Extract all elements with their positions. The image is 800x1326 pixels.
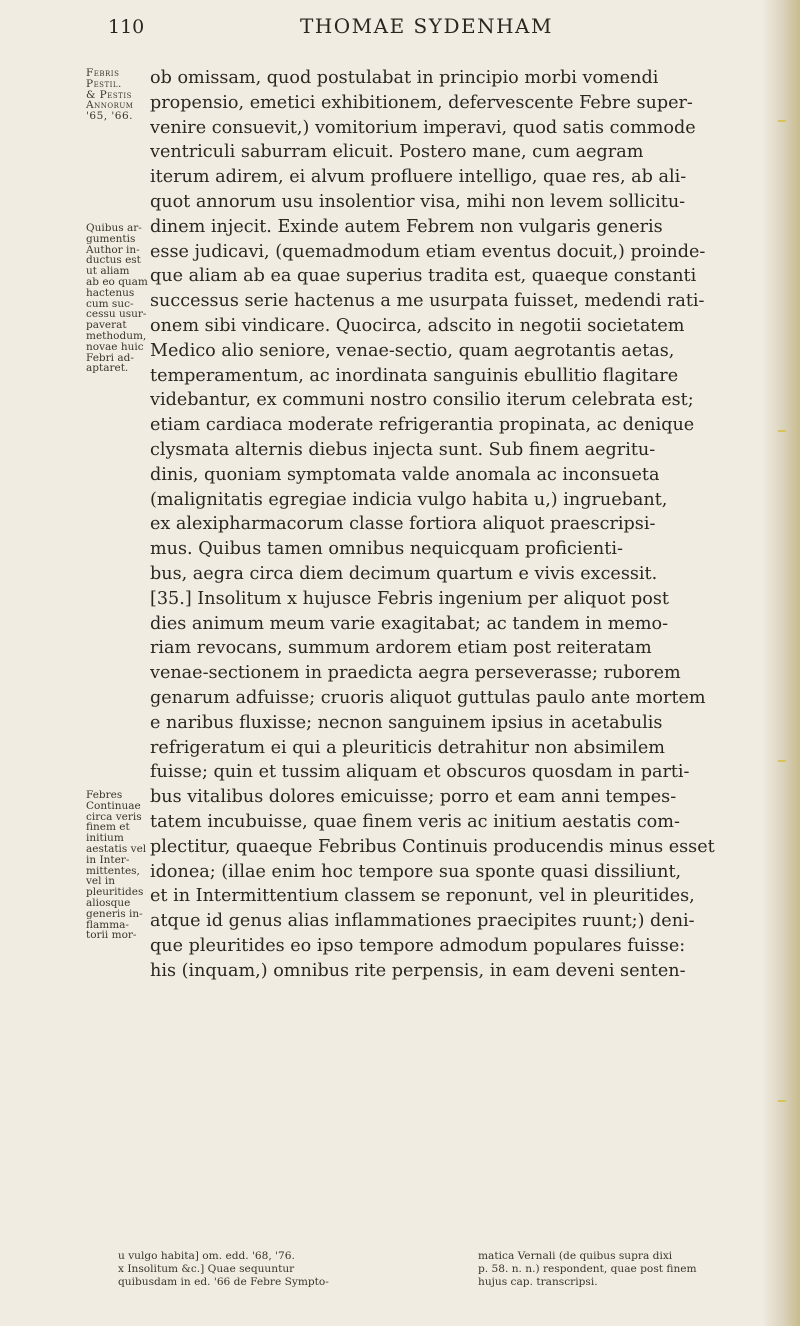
text-line: propensio, emetici exhibitionem, defervescente Febre super- <box>150 92 693 113</box>
margin-note-line: cessu usur- <box>86 308 147 321</box>
text-line: e naribus fluxisse; necnon sanguinem ipsius in acetabulis <box>150 712 663 733</box>
text-line: ex alexipharmacorum classe fortiora aliquot praescripsi- <box>150 514 656 535</box>
text-line: esse judicavi, (quemadmodum etiam eventus docuit,) proinde- <box>150 241 706 262</box>
text-line: iterum adirem, ei alvum profluere intelligo, quae res, ab ali- <box>150 167 687 188</box>
text-line: temperamentum, ac inordinata sanguinis ebullitio flagitare <box>150 365 679 386</box>
margin-note-febris-pestil <box>86 68 154 122</box>
margin-note-line: Author in- <box>86 243 140 256</box>
margin-note-line: initium <box>86 832 124 845</box>
margin-note-line: & Pestis <box>86 88 132 101</box>
margin-note-line: Pestil. <box>86 77 122 90</box>
margin-note-line: Continuae <box>86 799 141 812</box>
page-edge-mark <box>778 120 786 122</box>
footnote-line: x Insolitum &c.] Quae sequuntur <box>118 1263 295 1275</box>
margin-note-line: cum suc- <box>86 297 134 310</box>
footnote-line: quibusdam in ed. '66 de Febre Sympto- <box>118 1276 329 1288</box>
text-line: refrigeratum ei qui a pleuriticis detrahitur non absimilem <box>150 737 665 758</box>
page-edge-mark <box>778 760 786 762</box>
text-line: mus. Quibus tamen omnibus nequicquam proficienti- <box>150 539 623 560</box>
margin-note-line: Quibus ar- <box>86 222 142 234</box>
text-line: (malignitatis egregiae indicia vulgo habita u,) ingruebant, <box>150 489 668 510</box>
margin-notes <box>86 0 152 1326</box>
margin-note-line: generis in- <box>86 907 143 920</box>
margin-note-line: ut aliam <box>86 265 130 278</box>
margin-note-line: Febres <box>86 789 123 801</box>
text-line: quot annorum usu insolentior visa, mihi non levem sollicitu- <box>150 191 686 212</box>
text-line: et in Intermittentium classem se reponunt, vel in pleuritides, <box>150 886 695 907</box>
footnote-line: hujus cap. transcripsi. <box>478 1276 598 1288</box>
margin-note-line: vel in <box>86 875 115 888</box>
margin-note-line: mittentes, <box>86 864 140 877</box>
text-line: bus vitalibus dolores emicuisse; porro et eam anni tempes- <box>150 787 677 808</box>
footnote-line: u vulgo habita] om. edd. '68, '76. <box>118 1250 295 1262</box>
text-line: videbantur, ex communi nostro consilio iterum celebrata est; <box>150 390 694 411</box>
margin-note-line: aestatis vel <box>86 842 147 855</box>
text-line: clysmata alternis diebus injecta sunt. Sub finem aegritu- <box>150 439 656 460</box>
running-head: THOMAE SYDENHAM <box>300 14 553 38</box>
margin-note-line: aliosque <box>86 896 131 909</box>
text-line: que aliam ab ea quae superius tradita est, quaeque constanti <box>150 266 697 287</box>
text-line: que pleuritides eo ipso tempore admodum populares fuisse: <box>150 935 686 956</box>
footnotes-right-column <box>478 1250 768 1289</box>
margin-note-line: ab eo quam <box>86 275 148 288</box>
footnote-line: matica Vernali (de quibus supra dixi <box>478 1250 673 1262</box>
margin-note-line: Febri ad- <box>86 351 134 364</box>
margin-note-line: finem et <box>86 821 130 834</box>
margin-note-line: '65, '66. <box>86 110 134 123</box>
text-line: tatem incubuisse, quae finem veris ac initium aestatis com- <box>150 811 680 832</box>
text-line: venae-sectionem in praedicta aegra perseverasse; ruborem <box>150 663 681 684</box>
margin-note-quibus-argumentis <box>86 223 154 374</box>
text-line: dies animum meum varie exagitabat; ac tandem in memo- <box>150 613 669 634</box>
text-line: successus serie hactenus a me usurpata fuisset, medendi rati- <box>150 291 705 312</box>
text-line: dinem injecit. Exinde autem Febrem non vulgaris generis <box>150 216 663 237</box>
margin-note-febres-continuae <box>86 790 154 941</box>
margin-note-line: in Inter- <box>86 853 130 866</box>
text-line: dinis, quoniam symptomata valde anomala ac inconsueta <box>150 464 660 485</box>
margin-note-line: circa veris <box>86 810 142 823</box>
text-line: [35.] Insolitum x hujusce Febris ingenium per aliquot post <box>150 588 669 609</box>
margin-note-line: Annorum <box>86 99 134 112</box>
text-line: his (inquam,) omnibus rite perpensis, in eam deveni senten- <box>150 960 686 981</box>
margin-note-line: flamma- <box>86 918 129 931</box>
footnote-line: p. 58. n. n.) respondent, quae post finem <box>478 1263 697 1275</box>
text-line: fuisse; quin et tussim aliquam et obscuros quosdam in parti- <box>150 762 690 783</box>
margin-note-line: novae huic <box>86 340 144 353</box>
body-text <box>150 66 762 983</box>
text-line: bus, aegra circa diem decimum quartum e vivis excessit. <box>150 563 658 584</box>
margin-note-line: pleuritides <box>86 886 144 899</box>
text-line: idonea; (illae enim hoc tempore sua sponte quasi dissiliunt, <box>150 861 682 882</box>
margin-note-line: hactenus <box>86 286 135 299</box>
page-edge-shadow <box>762 0 800 1326</box>
margin-note-line: gumentis <box>86 232 136 245</box>
text-line: plectitur, quaeque Febribus Continuis producendis minus esset <box>150 836 715 857</box>
text-line: ventriculi saburram elicuit. Postero mane, cum aegram <box>150 142 644 163</box>
margin-note-line: Febris <box>86 67 120 79</box>
text-line: onem sibi vindicare. Quocirca, adscito in negotii societatem <box>150 315 685 336</box>
margin-note-line: torii mor- <box>86 929 137 942</box>
text-line: venire consuevit,) vomitorium imperavi, quod satis commode <box>150 117 696 138</box>
page-edge-mark <box>778 1100 786 1102</box>
margin-note-line: ductus est <box>86 254 141 267</box>
text-line: riam revocans, summum ardorem etiam post reiteratam <box>150 638 652 659</box>
margin-note-line: paverat <box>86 319 127 332</box>
margin-note-line: aptaret. <box>86 362 129 375</box>
text-line: etiam cardiaca moderate refrigerantia propinata, ac denique <box>150 415 695 436</box>
page-number: 110 <box>108 16 145 38</box>
text-line: ob omissam, quod postulabat in principio morbi vomendi <box>150 68 659 88</box>
text-line: genarum adfuisse; cruoris aliquot guttulas paulo ante mortem <box>150 687 706 708</box>
margin-note-line: methodum, <box>86 329 147 342</box>
text-line: Medico alio seniore, venae-sectio, quam aegrotantis aetas, <box>150 340 675 361</box>
text-line: atque id genus alias inflammationes praecipites ruunt;) deni- <box>150 911 695 932</box>
footnotes-left-column <box>118 1250 468 1289</box>
page-edge-mark <box>778 430 786 432</box>
